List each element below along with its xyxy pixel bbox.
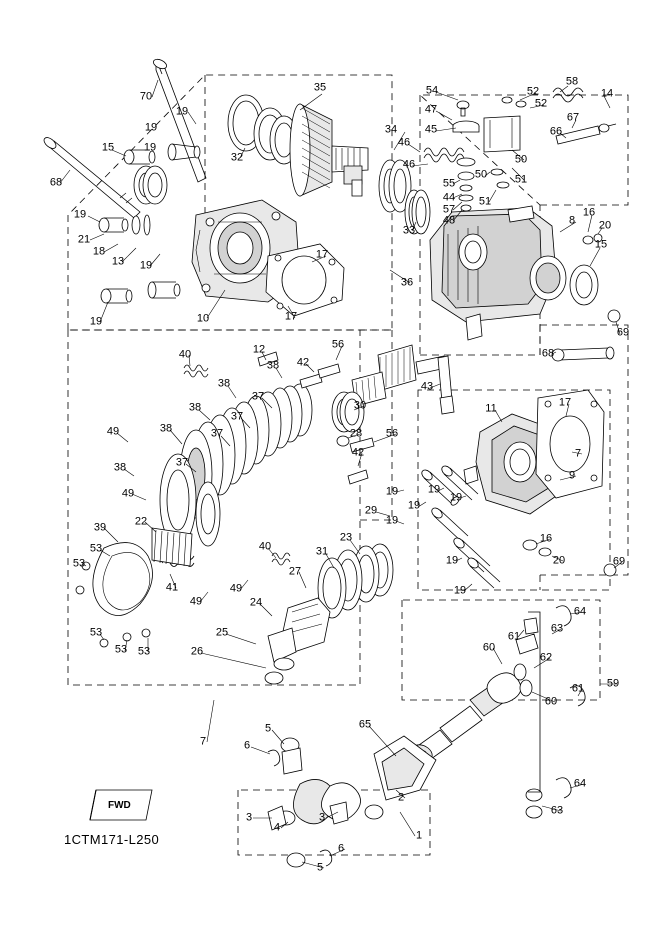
callout-number: 17 <box>315 248 329 261</box>
callout-number: 61 <box>507 630 521 643</box>
callout-number: 6 <box>243 739 251 752</box>
callout-number: 19 <box>73 208 87 221</box>
callout-number: 13 <box>111 255 125 268</box>
callout-number: 40 <box>178 348 192 361</box>
callout-number: 20 <box>552 554 566 567</box>
callout-number: 38 <box>266 359 280 372</box>
part-code-label: 1CTM171-L250 <box>64 832 160 847</box>
callout-number: 28 <box>349 427 363 440</box>
callout-number: 45 <box>424 123 438 136</box>
callout-number: 69 <box>612 555 626 568</box>
callout-number: 15 <box>101 141 115 154</box>
callout-number: 68 <box>49 176 63 189</box>
callout-number: 9 <box>568 469 576 482</box>
callout-number: 38 <box>113 461 127 474</box>
callout-number: 64 <box>573 777 587 790</box>
callout-number: 43 <box>420 380 434 393</box>
callout-number: 19 <box>445 554 459 567</box>
callout-number: 52 <box>526 85 540 98</box>
sleeve-22 <box>152 528 192 566</box>
main-case-8 <box>430 203 602 340</box>
callout-number: 3 <box>245 811 253 824</box>
callout-number: 4 <box>273 821 281 834</box>
callout-number: 22 <box>134 515 148 528</box>
callout-number: 16 <box>582 206 596 219</box>
callout-number: 50 <box>514 153 528 166</box>
callout-number: 19 <box>139 259 153 272</box>
callout-number: 47 <box>424 103 438 116</box>
callout-number: 14 <box>600 87 614 100</box>
callout-number: 11 <box>485 402 497 415</box>
callout-number: 17 <box>558 396 572 409</box>
callout-number: 37 <box>230 410 244 423</box>
callout-number: 58 <box>565 75 579 88</box>
callout-number: 27 <box>288 565 302 578</box>
callout-number: 2 <box>397 791 405 804</box>
callout-number: 65 <box>358 718 372 731</box>
callout-number: 54 <box>425 84 439 97</box>
callout-number: 63 <box>550 804 564 817</box>
callout-number: 8 <box>568 214 576 227</box>
callout-number: 34 <box>384 123 398 136</box>
callout-number: 59 <box>606 677 620 690</box>
callout-number: 38 <box>188 401 202 414</box>
callout-number: 32 <box>230 151 244 164</box>
callout-number: 37 <box>251 390 265 403</box>
callout-number: 5 <box>264 722 272 735</box>
callout-number: 24 <box>249 596 263 609</box>
callout-number: 38 <box>217 377 231 390</box>
callout-number: 30 <box>353 399 367 412</box>
callout-number: 49 <box>229 582 243 595</box>
callout-number: 61 <box>571 682 585 695</box>
callout-number: 68 <box>541 347 555 360</box>
callout-number: 53 <box>137 645 151 658</box>
callout-number: 23 <box>339 531 353 544</box>
callout-number: 19 <box>453 584 467 597</box>
callout-number: 6 <box>337 842 345 855</box>
cover-39 <box>76 543 153 647</box>
callout-number: 49 <box>121 487 135 500</box>
callout-number: 18 <box>92 245 106 258</box>
callout-number: 19 <box>143 141 157 154</box>
callout-number: 53 <box>89 626 103 639</box>
callout-number: 40 <box>258 540 272 553</box>
callout-number: 3 <box>318 811 326 824</box>
bearings-right-of-gear <box>379 160 430 234</box>
callout-number: 7 <box>574 447 582 460</box>
callout-number: 7 <box>199 735 207 748</box>
callout-number: 1 <box>415 829 423 842</box>
callout-number: 19 <box>407 499 421 512</box>
callout-number: 48 <box>442 214 456 227</box>
callout-number: 42 <box>296 356 310 369</box>
callout-number: 67 <box>566 111 580 124</box>
callout-number: 19 <box>449 491 463 504</box>
callout-number: 70 <box>139 90 153 103</box>
callout-number: 21 <box>77 233 91 246</box>
fwd-direction-label: FWD <box>108 800 131 811</box>
callout-number: 39 <box>93 521 107 534</box>
seals-stack <box>265 544 393 684</box>
ring-gear-35 <box>228 95 368 196</box>
callout-number: 19 <box>427 483 441 496</box>
driveshaft-assembly-65 <box>396 606 585 818</box>
callout-number: 46 <box>397 136 411 149</box>
callout-number: 56 <box>331 338 345 351</box>
callout-number: 51 <box>514 173 528 186</box>
callout-number: 42 <box>351 446 365 459</box>
callout-number: 37 <box>210 427 224 440</box>
callout-number: 17 <box>284 310 298 323</box>
callout-number: 19 <box>385 485 399 498</box>
callout-number: 10 <box>196 312 210 325</box>
callout-number: 12 <box>252 343 266 356</box>
callout-number: 37 <box>175 456 189 469</box>
callout-number: 60 <box>482 641 496 654</box>
callout-number: 63 <box>550 622 564 635</box>
callout-number: 29 <box>364 504 378 517</box>
callout-number: 53 <box>114 643 128 656</box>
callout-number: 60 <box>544 695 558 708</box>
bolt-70 <box>152 57 206 182</box>
callout-number: 57 <box>442 203 456 216</box>
callout-number: 50 <box>474 168 488 181</box>
callout-number: 38 <box>159 422 173 435</box>
callout-number: 36 <box>400 276 414 289</box>
callout-number: 56 <box>385 427 399 440</box>
callout-number: 5 <box>316 861 324 874</box>
callout-number: 19 <box>89 315 103 328</box>
callout-number: 49 <box>106 425 120 438</box>
callout-number: 25 <box>215 626 229 639</box>
callout-number: 16 <box>539 532 553 545</box>
callout-number: 19 <box>144 121 158 134</box>
callout-number: 64 <box>573 605 587 618</box>
callout-number: 53 <box>89 542 103 555</box>
callout-number: 53 <box>72 557 86 570</box>
callout-number: 62 <box>539 651 553 664</box>
u-joint-assembly <box>268 736 436 867</box>
callout-number: 31 <box>315 545 329 558</box>
callout-number: 20 <box>598 219 612 232</box>
callout-number: 46 <box>402 158 416 171</box>
callout-number: 33 <box>402 224 416 237</box>
callout-number: 55 <box>442 177 456 190</box>
callout-number: 19 <box>175 105 189 118</box>
gasket-36 <box>266 244 344 316</box>
callout-number: 51 <box>478 195 492 208</box>
callout-number: 49 <box>189 595 203 608</box>
callout-number: 69 <box>616 326 630 339</box>
seal-13 <box>134 166 167 204</box>
callout-number: 44 <box>442 191 456 204</box>
callout-number: 66 <box>549 125 563 138</box>
callout-number: 15 <box>594 238 608 251</box>
rod-66 <box>556 124 616 144</box>
callout-number: 52 <box>534 97 548 110</box>
callout-number: 26 <box>190 645 204 658</box>
callout-number: 19 <box>385 514 399 527</box>
callout-number: 41 <box>165 581 179 594</box>
callout-number: 35 <box>313 81 327 94</box>
